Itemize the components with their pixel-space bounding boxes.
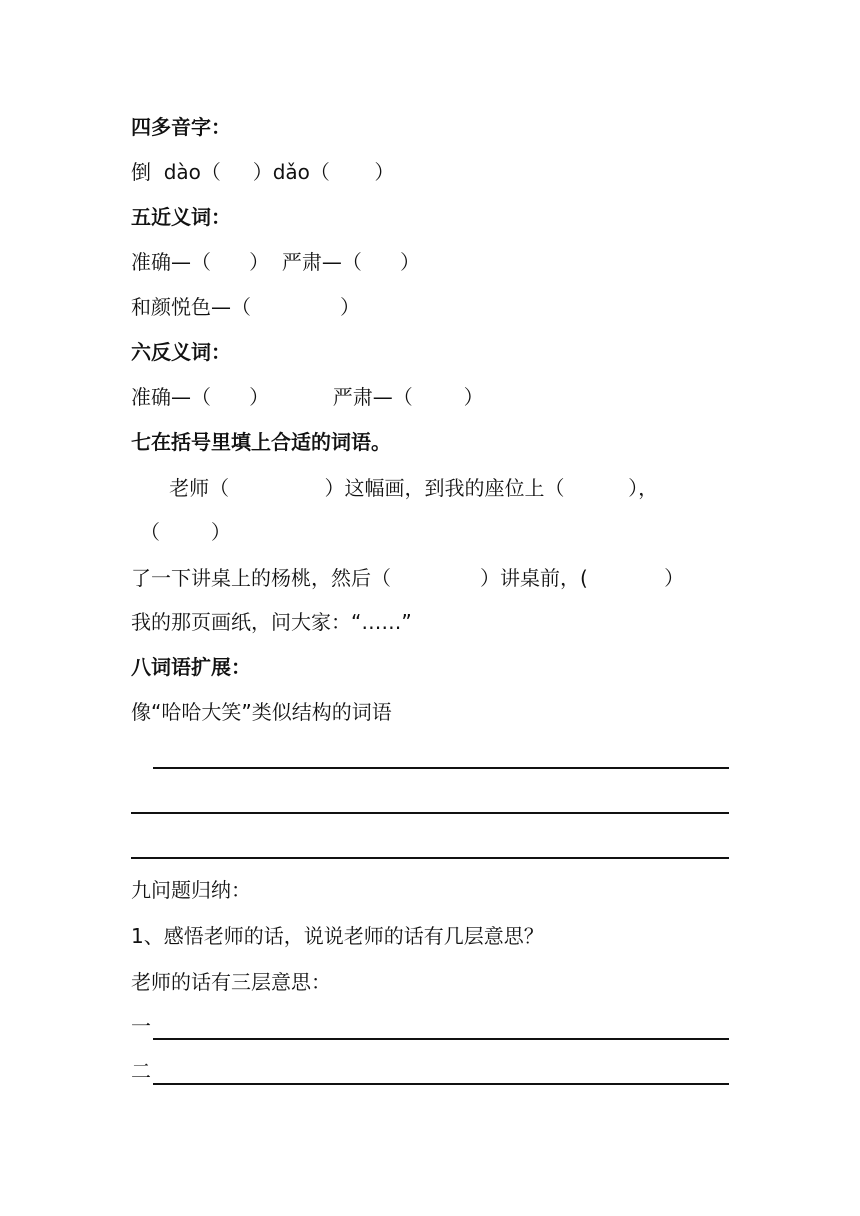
answer-item-1-line xyxy=(153,1038,729,1040)
answer-line-3 xyxy=(131,857,729,859)
answer-item-1-label: 一 xyxy=(131,1014,151,1038)
section-4-heading: 四多音字： xyxy=(131,115,231,139)
antonym-line: 准确—（ ） 严肃—（ ） xyxy=(131,385,484,409)
answer-line-2 xyxy=(131,812,729,814)
fill-blank-line-4: 我的那页画纸，问大家：“……” xyxy=(131,610,412,634)
fill-blank-line-3: 了一下讲桌上的杨桃，然后（ ）讲桌前，( ） xyxy=(131,566,685,590)
answer-item-2-line xyxy=(153,1083,729,1085)
section-6-heading: 六反义词： xyxy=(131,340,231,364)
answer-item-2-label: 二 xyxy=(131,1059,151,1083)
section-5-heading: 五近义词： xyxy=(131,205,231,229)
answer-intro: 老师的话有三层意思： xyxy=(131,970,331,994)
section-7-heading: 七在括号里填上合适的词语。 xyxy=(131,430,391,454)
synonym-line-2: 和颜悦色—（ ） xyxy=(131,295,361,319)
answer-line-1 xyxy=(153,767,729,769)
fill-blank-line-1: 老师（ ）这幅画，到我的座位上（ ）， xyxy=(131,476,659,500)
section-8-heading: 八词语扩展： xyxy=(131,655,251,679)
polyphone-line: 倒 dào（ ）dǎo（ ） xyxy=(131,160,395,184)
section-9-heading: 九问题归纳： xyxy=(131,878,251,902)
synonym-line-1: 准确—（ ） 严肃—（ ） xyxy=(131,250,421,274)
question-1: 1、感悟老师的话，说说老师的话有几层意思？ xyxy=(131,924,544,948)
word-expansion-prompt: 像“哈哈大笑”类似结构的词语 xyxy=(131,700,392,724)
fill-blank-line-2: （ ） xyxy=(140,520,231,544)
